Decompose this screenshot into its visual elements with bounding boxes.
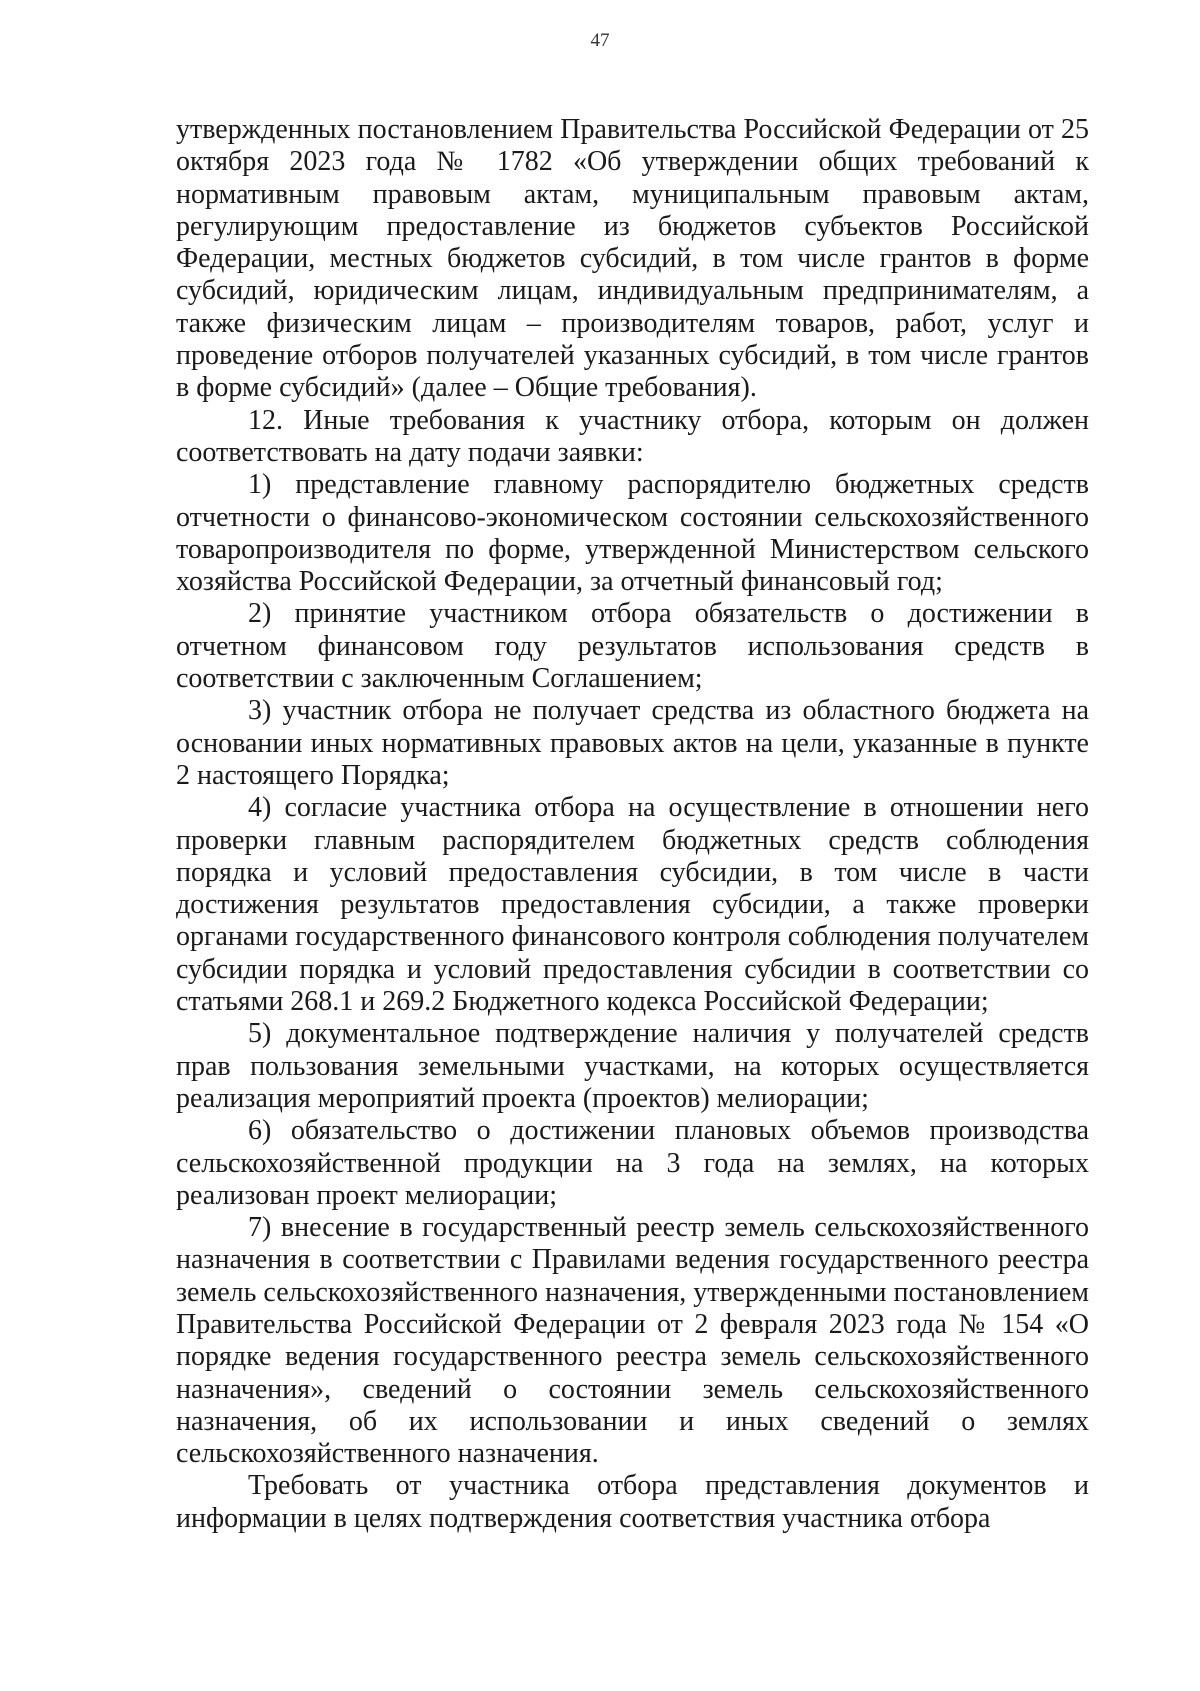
document-body (176, 114, 1089, 1535)
paragraph-subitem-2: 2) принятие участником отбора обязательств о достижении в отчетном финансовом году результатов использования средств в соответствии с заключенным Соглашением; (176, 598, 1089, 695)
paragraph-requirement: Требовать от участника отбора представления документов и информации в целях подтверждения соответствия участника отбора (176, 1470, 1089, 1534)
paragraph-subitem-3: 3) участник отбора не получает средства из областного бюджета на основании иных нормативных правовых актов на цели, указанные в пункте 2 настоящего Порядка; (176, 695, 1089, 791)
paragraph-subitem-5: 5) документальное подтверждение наличия у получателей средств прав пользования земельными участками, на которых осуществляется реализация мероприятий проекта (проектов) мелиорации; (176, 1018, 1089, 1114)
paragraph-subitem-4: 4) согласие участника отбора на осуществление в отношении него проверки главным распорядителем бюджетных средств соблюдения порядка и условий предоставления субсидии, в том числе в части достижения результатов предоставления субсидии, а также проверки органами государственного финансового контроля соблюдения получателем субсидии порядка и условий предоставления субсидии в соответствии со статьями 268.1 и 269.2 Бюджетного кодекса Российской Федерации; (176, 792, 1089, 1018)
paragraph-continuation: утвержденных постановлением Правительства Российской Федерации от 25 октября 2023 года № 1782 «Об утверждении общих требований к нормативным правовым актам, муниципальным правовым актам, регулирующим предоставление из бюджетов субъектов Российской Федерации, местных бюджетов субсидий, в том числе грантов в форме субсидий, юридическим лицам, индивидуальным предпринимателям, а также физическим лицам – производителям товаров, работ, услуг и проведение отборов получателей указанных субсидий, в том числе грантов в форме субсидий» (далее – Общие требования). (176, 114, 1089, 404)
page-number: 47 (590, 30, 610, 51)
paragraph-subitem-1: 1) представление главному распорядителю бюджетных средств отчетности о финансово-экономическом состоянии сельскохозяйственного товаропроизводителя по форме, утвержденной Министерством сельского хозяйства Российской Федерации, за отчетный финансовый год; (176, 469, 1089, 598)
paragraph-item-12: 12. Иные требования к участнику отбора, которым он должен соответствовать на дату подачи заявки: (176, 404, 1089, 468)
paragraph-subitem-6: 6) обязательство о достижении плановых объемов производства сельскохозяйственной продукции на 3 года на землях, на которых реализован проект мелиорации; (176, 1115, 1089, 1211)
paragraph-subitem-7: 7) внесение в государственный реестр земель сельскохозяйственного назначения в соответствии с Правилами ведения государственного реестра земель сельскохозяйственного назначения, утвержденными постановлением Правительства Российской Федерации от 2 февраля 2023 года № 154 «О порядке ведения государственного реестра земель сельскохозяйственного назначения», сведений о состоянии земель сельскохозяйственного назначения, об их использовании и иных сведений о землях сельскохозяйственного назначения. (176, 1212, 1089, 1470)
